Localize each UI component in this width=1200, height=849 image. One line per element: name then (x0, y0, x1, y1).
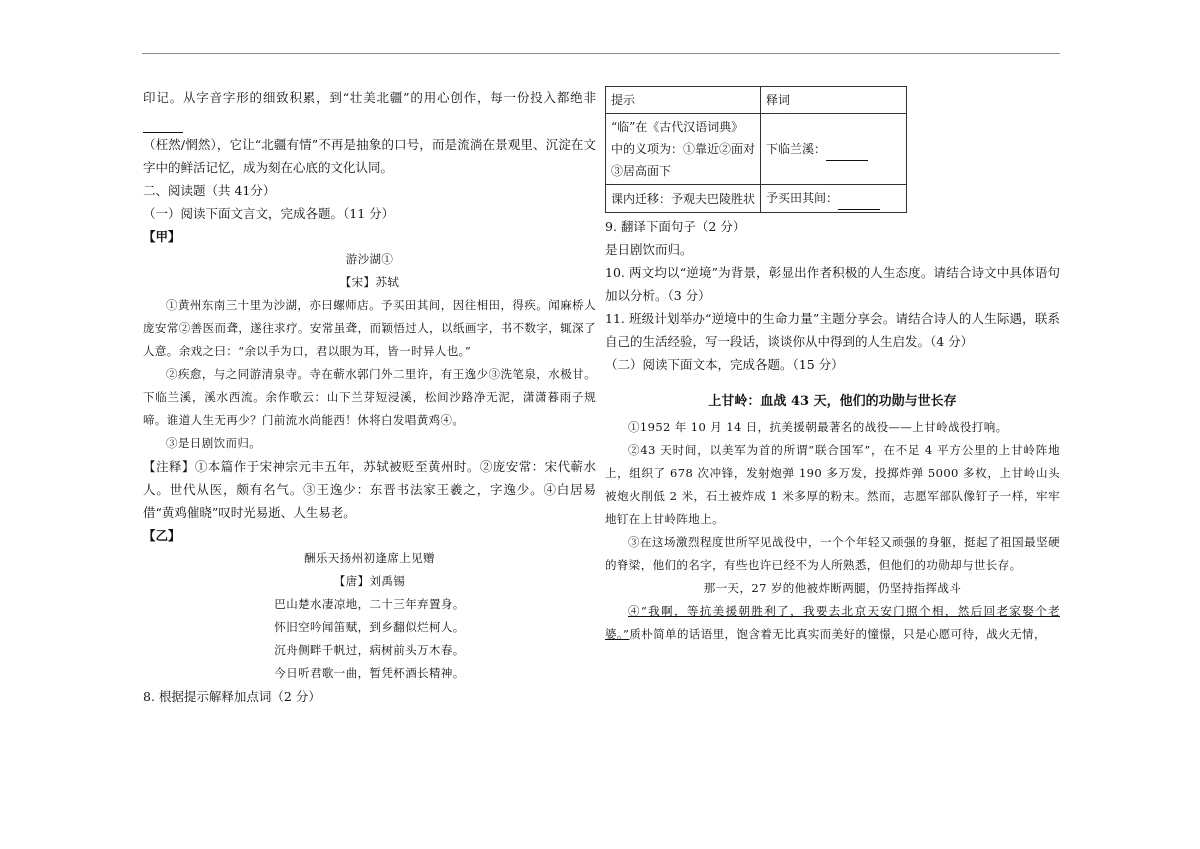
header-rule (142, 53, 1060, 54)
subsection-2-heading: （二）阅读下面文本，完成各题。（15 分） (605, 357, 844, 372)
article-para-3: ③在这场激烈程度世所罕见战役中，一个个年轻又顽强的身躯，挺起了祖国最坚硬的脊梁，他们的名字，有些也许已经不为人所熟悉，但他们的功勋却与世长存。 (605, 535, 1060, 572)
definition-table (605, 86, 907, 213)
poem2-line: 巴山楚水凄凉地，二十三年弃置身。 (274, 597, 465, 611)
poem1-title: 游沙湖① (345, 252, 394, 266)
answer-blank[interactable] (826, 138, 868, 161)
section-2-heading: 二、阅读题（共 41分） (143, 183, 276, 198)
poem2-line: 怀旧空吟闻笛赋，到乡翻似烂柯人。 (274, 620, 465, 634)
table-cell-hint: “临”在《古代汉语词典》中的义项为：①靠近②面对③居高面下 (606, 114, 761, 185)
label-yi: 【乙】 (143, 528, 181, 543)
question-11: 11. 班级计划举办“逆境中的生命力量”主题分享会。请结合诗人的人生际遇，联系自己的生活经验，写一段话，谈谈你从中得到的人生启发。（4 分） (605, 311, 1060, 349)
poem2-title: 酬乐天扬州初逢席上见赠 (304, 551, 435, 565)
article-para-1: ①1952 年 10 月 14 日，抗美援朝最著名的战役——上甘岭战役打响。 (628, 420, 1008, 434)
poem2-line: 沉舟侧畔千帆过，病树前头万木春。 (274, 643, 465, 657)
notes: 【注释】①本篇作于宋神宗元丰五年，苏轼被贬至黄州时。②庞安常：宋代蕲水人。世代从医，颇有名气。③王逸少：东晋书法家王羲之，字逸少。④白居易借“黄鸡催晓”叹时光易逝、人生易老。 (143, 459, 596, 520)
article-subheading: 那一天，27 岁的他被炸断两腿，仍坚持指挥战斗 (703, 581, 962, 595)
table-header-definition: 释词 (761, 87, 907, 114)
poem2-author: 【唐】刘禹锡 (333, 574, 406, 588)
classical-para-1: ①黄州东南三十里为沙湖，亦曰螺师店。予买田其间，因往相田，得疾。闻麻桥人庞安常②善医而聋，遂往求疗。安常虽聋，而颖悟过人，以纸画字，书不数字，辄深了人意。余戏之曰：“余以手为口，君以眼为耳，皆一时异人也。” (143, 298, 596, 358)
underlined-quote: ④“我啊，等抗美援朝胜利了，我要去北京天安门照个相，然后回老家娶个老婆。” (605, 604, 1060, 641)
intro-paragraph-cont: （枉然/惘然），它让“北疆有情”不再是抽象的口号，而是流淌在景观里、沉淀在文字中的鲜活记忆，成为刻在心底的文化认同。 (143, 137, 596, 175)
table-row (606, 185, 907, 213)
answer-blank[interactable] (143, 109, 183, 133)
classical-para-2: ②疾愈，与之同游清泉寺。寺在蕲水郭门外二里许，有王逸少③洗笔泉，水极甘。下临兰溪，溪水西流。余作歌云：山下兰芽短浸溪，松间沙路净无泥，潇潇暮雨子规啼。谁道人生无再少？门前流水尚能西！休将白发唱黄鸡④。 (143, 367, 596, 427)
left-column (143, 86, 596, 708)
label-jia: 【甲】 (143, 229, 181, 244)
table-row (606, 114, 907, 185)
question-8: 8. 根据提示解释加点词（2 分） (143, 689, 321, 704)
table-cell-definition: 予买田其间： (761, 185, 907, 213)
article-title: 上甘岭：血战 43 天，他们的功勋与世长存 (708, 394, 957, 409)
table-cell-hint: 课内迁移：予观夫巴陵胜状 (606, 185, 761, 213)
answer-blank[interactable] (838, 187, 880, 210)
poem2-line: 今日听君歌一曲，暂凭杯酒长精神。 (274, 666, 465, 680)
right-column (605, 86, 1060, 646)
intro-paragraph: 印记。从字音字形的细致积累，到“壮美北疆”的用心创作，每一份投入都绝非 (143, 86, 596, 133)
question-9-sentence: 是日剧饮而归。 (605, 242, 693, 257)
table-header-hint: 提示 (606, 87, 761, 114)
article-para-4: ④“我啊，等抗美援朝胜利了，我要去北京天安门照个相，然后回老家娶个老婆。”质朴简单的话语里，饱含着无比真实而美好的憧憬，只是心愿可待，战火无情， (605, 604, 1060, 641)
question-10: 10. 两文均以“逆境”为背景，彰显出作者积极的人生态度。请结合诗文中具体语句加以分析。（3 分） (605, 265, 1060, 303)
subsection-1-heading: （一）阅读下面文言文，完成各题。（11 分） (143, 206, 395, 221)
article-para-2: ②43 天时间，以美军为首的所谓“联合国军”，在不足 4 平方公里的上甘岭阵地上，组织了 678 次冲锋，发射炮弹 190 多万发，投掷炸弹 5000 多枚，上甘岭山头被炮火削低 2 米，石土被炸成 1 米多厚的粉末。然而，志愿军部队像钉子一样，牢牢地钉在上甘岭阵地上。 (605, 443, 1060, 526)
question-9: 9. 翻译下面句子（2 分） (605, 219, 746, 234)
table-header-row (606, 87, 907, 114)
classical-para-3: ③是日剧饮而归。 (166, 436, 262, 450)
poem1-author: 【宋】苏轼 (339, 275, 400, 289)
table-cell-definition: 下临兰溪： (761, 114, 907, 185)
